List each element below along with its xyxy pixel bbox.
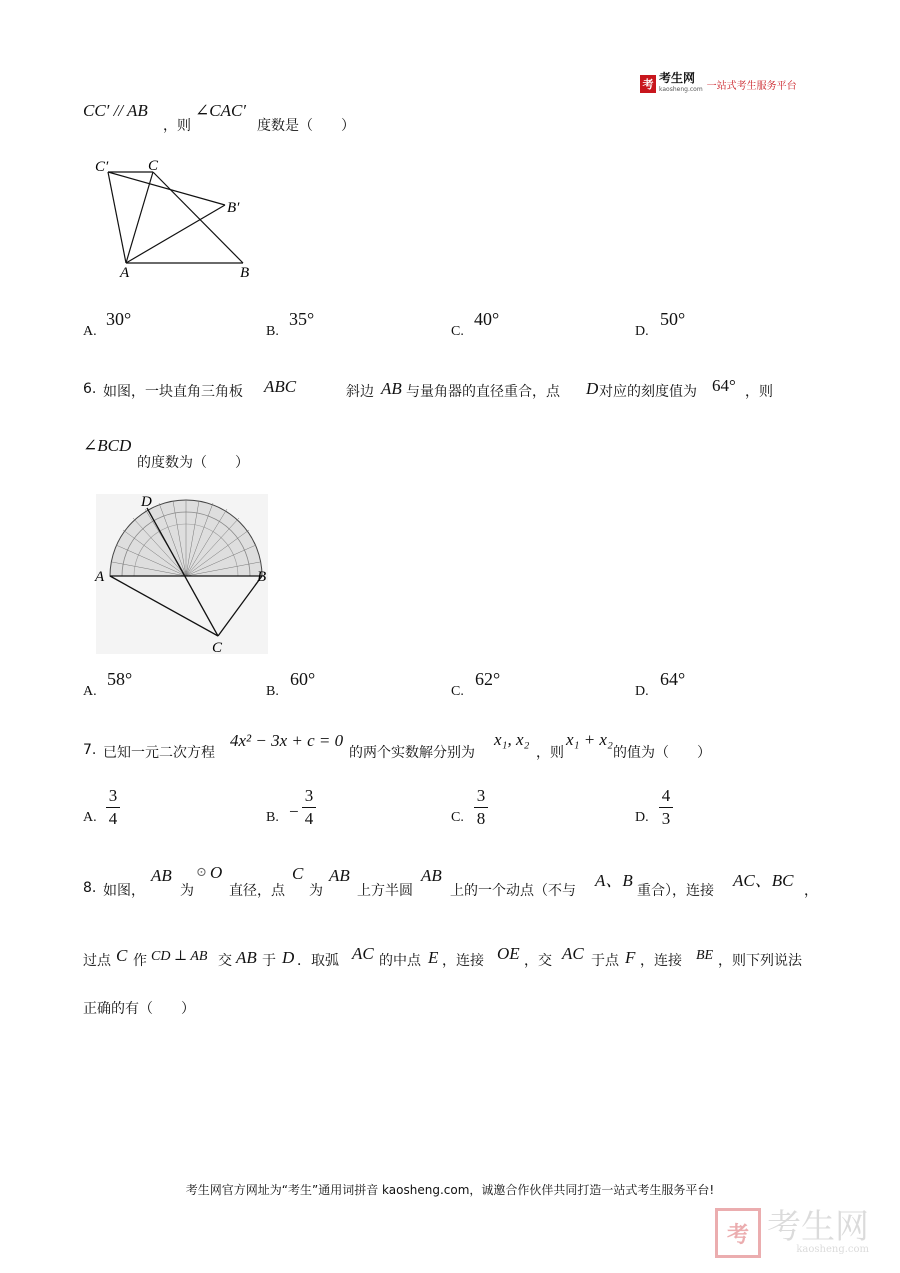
- q6-abc: ABC: [264, 377, 297, 396]
- q8-circle-symbol: ⊙: [196, 864, 207, 879]
- q7-option-b-sign: −: [289, 802, 299, 821]
- watermark-url: kaosheng.com: [796, 1244, 869, 1255]
- q7-option-b-den: 4: [304, 809, 314, 828]
- q8-e: E: [428, 948, 439, 967]
- q8-c-2: C: [116, 946, 128, 965]
- q6-option-a-value: 58°: [107, 669, 133, 689]
- q6-text-3: 与量角器的直径重合，点: [406, 384, 560, 400]
- q6-option-a-letter: A.: [83, 684, 97, 699]
- q7-option-b-letter: B.: [266, 810, 279, 825]
- q6-text-2: 斜边: [346, 384, 374, 400]
- q7-option-c-den: 8: [476, 809, 486, 828]
- q6-protractor-figure: [90, 490, 270, 658]
- q8-ac-2: AC: [562, 944, 584, 963]
- q6-option-c-value: 62°: [475, 669, 501, 689]
- q7-option-b-fraction: [302, 786, 316, 829]
- q6-text-5: ，则: [745, 384, 773, 400]
- q7-equation: 4x² − 3x + c = 0: [230, 731, 344, 750]
- q7-sum: x₁ + x₂: [566, 730, 613, 749]
- q8-ab-4: AB: [236, 948, 257, 967]
- q6-text-1: 如图，一块直角三角板: [103, 384, 243, 400]
- q8-line2-5: ．取弧: [297, 953, 339, 969]
- q6-label-b: B: [257, 569, 267, 585]
- q7-option-a-den: 4: [108, 809, 118, 828]
- q8-line2-4: 于: [262, 953, 276, 969]
- q6-option-d-letter: D.: [635, 684, 649, 699]
- logo-name: [659, 72, 703, 96]
- q8-ab-2: AB: [329, 866, 350, 885]
- q7-text-3: ，则: [536, 745, 564, 761]
- q7-option-a-num: 3: [108, 786, 118, 805]
- q7-option-a-fraction: [106, 786, 120, 829]
- q8-text-1: 如图，: [103, 883, 145, 899]
- q8-ab-3: AB: [421, 866, 442, 885]
- q8-be: BE: [696, 948, 714, 963]
- logo-mark-icon: 考: [640, 75, 656, 93]
- q7-roots: x₁, x₂: [494, 730, 530, 749]
- q8-o: O: [210, 863, 223, 882]
- q8-c: C: [292, 864, 304, 883]
- q6-option-b-value: 60°: [290, 669, 316, 689]
- q8-line2-7: ，连接: [442, 953, 484, 969]
- q7-option-d-den: 3: [661, 809, 671, 828]
- q5-option-a-letter: A.: [83, 324, 97, 339]
- q7-option-d-fraction: [659, 786, 673, 829]
- q5-option-a-value: 30°: [106, 309, 132, 329]
- logo-name-text: 考生网: [659, 71, 696, 85]
- q5-tail: 度数是（ ）: [257, 118, 355, 134]
- q7-number: 7.: [83, 742, 97, 758]
- q6-tail: 的度数为（ ）: [137, 455, 249, 471]
- q8-line2-3: 交: [218, 953, 232, 969]
- q7-option-c-fraction: [474, 786, 488, 829]
- q5-label-b: B: [240, 265, 250, 281]
- q8-line2-10: ，连接: [640, 953, 682, 969]
- q8-line2-9: 于点: [591, 953, 619, 969]
- q8-ab-1: AB: [151, 866, 172, 885]
- q8-line2-6: 的中点: [379, 953, 421, 969]
- q7-option-c-letter: C.: [451, 810, 464, 825]
- q6-ab: AB: [381, 379, 402, 398]
- q7-option-b-num: 3: [304, 786, 314, 805]
- q8-d: D: [282, 948, 295, 967]
- q5-option-b-value: 35°: [289, 309, 315, 329]
- q8-text-7: 重合），连接: [637, 883, 714, 899]
- q5-label-c: C: [148, 158, 159, 174]
- q5-then: ，则: [163, 118, 191, 134]
- q8-oe: OE: [497, 944, 520, 963]
- q5-label-a: A: [120, 265, 130, 281]
- q7-option-d-num: 4: [661, 786, 671, 805]
- q5-option-b-letter: B.: [266, 324, 279, 339]
- watermark-mark-icon: 考: [715, 1208, 761, 1258]
- q8-text-3: 直径，点: [229, 883, 285, 899]
- q6-degree: 64°: [712, 376, 736, 395]
- q7-text-4: 的值为（ ）: [613, 745, 711, 761]
- q7-option-d-letter: D.: [635, 810, 649, 825]
- q6-label-d: D: [141, 494, 152, 510]
- q7-text-2: 的两个实数解分别为: [349, 745, 475, 761]
- q6-option-c-letter: C.: [451, 684, 464, 699]
- watermark-logo: [715, 1208, 869, 1258]
- q5-label-b-prime: B′: [227, 200, 240, 216]
- q8-perp: CD ⊥ AB: [151, 949, 208, 964]
- q8-ac-1: AC: [352, 944, 374, 963]
- q8-text-5: 上方半圆: [357, 883, 413, 899]
- q6-label-c: C: [212, 640, 223, 656]
- q6-angle: ∠BCD: [83, 436, 132, 455]
- logo-url: kaosheng.com: [659, 86, 703, 93]
- q8-a-b: A、B: [595, 871, 633, 890]
- q5-option-c-letter: C.: [451, 324, 464, 339]
- q5-rotation-figure: [90, 152, 260, 282]
- q8-text-6: 上的一个动点（不与: [450, 883, 576, 899]
- q8-line2-1: 过点: [83, 953, 111, 969]
- q5-label-c-prime: C′: [95, 159, 109, 175]
- q5-angle: ∠CAC′: [195, 101, 247, 120]
- q8-f: F: [625, 948, 636, 967]
- page-footer: 考生网官方网址为“考生”通用词拼音 kaosheng.com，诚邀合作伙伴共同打造一站式考生服务平台!: [185, 1183, 715, 1197]
- q8-line3: 正确的有（ ）: [83, 1001, 195, 1017]
- q5-option-c-value: 40°: [474, 309, 500, 329]
- q8-line2-8: ，交: [524, 953, 552, 969]
- q7-text-1: 已知一元二次方程: [103, 745, 215, 761]
- q7-option-c-num: 3: [476, 786, 486, 805]
- q5-option-d-value: 50°: [660, 309, 686, 329]
- q8-text-8: ，: [804, 883, 818, 899]
- q8-ac-bc: AC、BC: [733, 871, 794, 890]
- q6-d: D: [586, 379, 599, 398]
- q8-number: 8.: [83, 880, 97, 896]
- q8-text-4: 为: [309, 883, 323, 899]
- q8-line2-2: 作: [133, 953, 147, 969]
- q5-condition: CC′ // AB: [83, 101, 148, 120]
- q8-line2-11: ，则下列说法: [718, 953, 802, 969]
- q7-option-a-letter: A.: [83, 810, 97, 825]
- watermark-name: 考生网: [767, 1207, 869, 1247]
- q5-option-d-letter: D.: [635, 324, 649, 339]
- q6-number: 6.: [83, 381, 97, 397]
- header-logo: [640, 72, 797, 96]
- logo-slogan: 一站式考生服务平台: [706, 80, 797, 92]
- q6-label-a: A: [95, 569, 105, 585]
- q6-option-d-value: 64°: [660, 669, 686, 689]
- q6-text-4: 对应的刻度值为: [599, 384, 697, 400]
- q6-option-b-letter: B.: [266, 684, 279, 699]
- q8-text-2: 为: [180, 883, 194, 899]
